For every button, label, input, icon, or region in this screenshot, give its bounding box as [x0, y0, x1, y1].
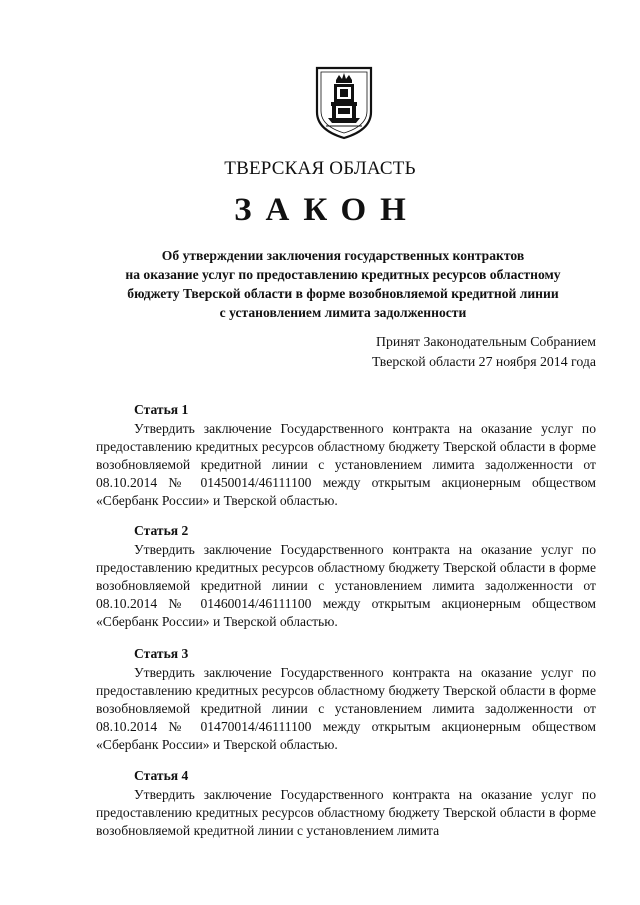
- law-subject: [88, 246, 598, 322]
- law-subject-line: бюджету Тверской области в форме возобновляемой кредитной линии: [127, 286, 559, 301]
- article-heading: Статья 4: [134, 768, 189, 783]
- article: [96, 767, 596, 840]
- adoption-note-line: Принят Законодательным Собранием: [376, 334, 596, 349]
- law-subject-line: Об утверждении заключения государственных контрактов: [161, 248, 525, 263]
- article: [96, 401, 596, 510]
- tver-coat-of-arms-icon: [314, 66, 374, 140]
- adoption-note-line: Тверской области 27 ноября 2014 года: [372, 354, 596, 369]
- article: [96, 645, 596, 754]
- article-heading: Статья 1: [134, 402, 189, 417]
- law-subject-line: на оказание услуг по предоставлению кредитных ресурсов областному: [125, 267, 561, 282]
- article-text: Утвердить заключение Государственного контракта на оказание услуг по предоставлению кредитных ресурсов областному бюджету Тверской области в форме возобновляемой кредитной линии с установлением лимита: [96, 787, 596, 838]
- article-text: Утвердить заключение Государственного контракта на оказание услуг по предоставлению кредитных ресурсов областному бюджету Тверской области в форме возобновляемой кредитной линии с установлением лимита задолженности от 08.10.2014 № 01460014/46111100 между открытым акционерным обществом «Сбербанк России» и Тверской областью.: [96, 542, 596, 629]
- article-heading: Статья 2: [134, 523, 189, 538]
- region-name: ТВЕРСКАЯ ОБЛАСТЬ: [224, 158, 416, 179]
- article-heading: Статья 3: [134, 646, 189, 661]
- article-text: Утвердить заключение Государственного контракта на оказание услуг по предоставлению кредитных ресурсов областному бюджету Тверской области в форме возобновляемой кредитной линии с установлением лимита задолженности от 08.10.2014 № 01470014/46111100 между открытым акционерным обществом «Сбербанк России» и Тверской областью.: [96, 665, 596, 752]
- article-text: Утвердить заключение Государственного контракта на оказание услуг по предоставлению кредитных ресурсов областному бюджету Тверской области в форме возобновляемой кредитной линии с установлением лимита задолженности от 08.10.2014 № 01450014/46111100 между открытым акционерным обществом «Сбербанк России» и Тверской областью.: [96, 421, 596, 508]
- article: [96, 522, 596, 631]
- law-subject-line: с установлением лимита задолженности: [219, 305, 467, 320]
- law-title: ЗАКОН: [234, 192, 420, 228]
- adoption-note: [372, 332, 596, 372]
